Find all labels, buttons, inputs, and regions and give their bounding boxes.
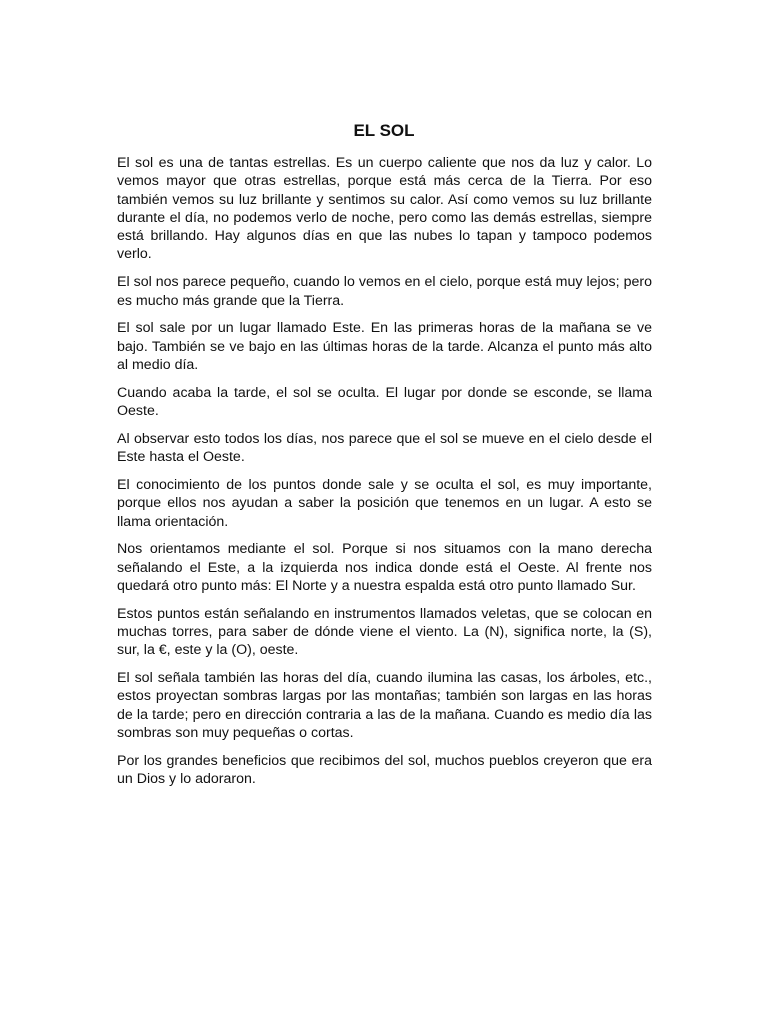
paragraph: Estos puntos están señalando en instrumentos llamados veletas, que se colocan en muchas torres, para saber de dónde viene el viento. La (N), significa norte, la (S), sur, la €, este y la (O), oeste. (117, 605, 652, 659)
paragraph: Cuando acaba la tarde, el sol se oculta. El lugar por donde se esconde, se llama Oeste. (117, 384, 652, 420)
paragraph: Nos orientamos mediante el sol. Porque si nos situamos con la mano derecha señalando el Este, a la izquierda nos indica donde está el Oeste. Al frente nos quedará otro punto más: El Norte y a nuestra espalda está otro punto llamado Sur. (117, 541, 652, 594)
paragraph: Al observar esto todos los días, nos parece que el sol se mueve en el cielo desde el Este hasta el Oeste. (117, 430, 652, 466)
paragraph: El sol señala también las horas del día, cuando ilumina las casas, los árboles, etc., estos proyectan sombras largas por las montañas; también son largas en las horas de la tarde; pero en dirección contraria a las de la mañana. Cuando es medio día las sombras son muy pequeñas o cortas. (117, 670, 652, 742)
document-body (117, 154, 652, 798)
paragraph: El sol es una de tantas estrellas. Es un cuerpo caliente que nos da luz y calor. Lo vemos mayor que otras estrellas, porque está más cerca de la Tierra. Por eso también vemos su luz brillante y sentimos su calor. Así como vemos su luz brillante durante el día, no podemos verlo de noche, pero como las demás estrellas, siempre está brillando. Hay algunos días en que las nubes lo tapan y tampoco podemos verlo. (117, 155, 652, 263)
paragraph: El sol sale por un lugar llamado Este. En las primeras horas de la mañana se ve bajo. También se ve bajo en las últimas horas de la tarde. Alcanza el punto más alto al medio día. (117, 320, 652, 373)
paragraph: El sol nos parece pequeño, cuando lo vemos en el cielo, porque está muy lejos; pero es mucho más grande que la Tierra. (117, 274, 652, 309)
document-title: EL SOL (353, 121, 415, 140)
paragraph: Por los grandes beneficios que recibimos del sol, muchos pueblos creyeron que era un Dios y lo adoraron. (117, 752, 652, 788)
paragraph: El conocimiento de los puntos donde sale y se oculta el sol, es muy importante, porque ellos nos ayudan a saber la posición que tenemos en un lugar. A esto se llama orientación. (117, 476, 652, 530)
